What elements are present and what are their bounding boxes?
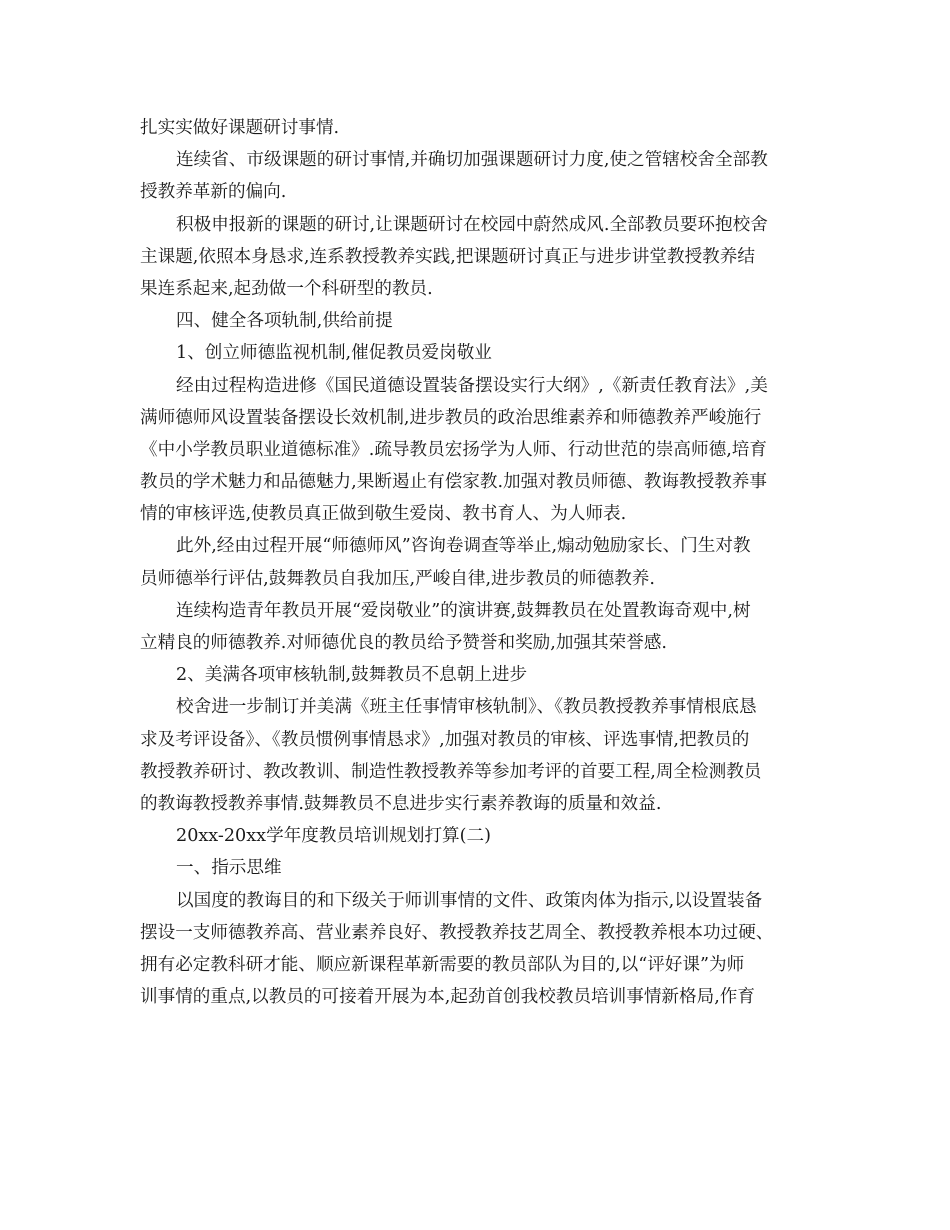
text-line: 校舍进一步制订并美满《班主任事情审核轨制》、《教员教授教养事情根底恳 [176, 697, 757, 718]
text-line: 2、美满各项审核轨制,鼓舞教员不息朝上进步 [176, 665, 528, 686]
text-line: 积极申报新的课题的研讨,让课题研讨在校园中蔚然成风.全部教员要环抱校舍 [176, 214, 768, 235]
text-line: 《中小学教员职业道德标准》.疏导教员宏扬学为人师、行动世范的崇高师德,培育 [140, 439, 767, 460]
text-line: 果连系起来,起劲做一个科研型的教员. [140, 278, 433, 299]
text-line: 情的审核评选,使教员真正做到敬生爱岗、教书育人、为人师表. [140, 504, 627, 525]
text-line: 20xx-20xx学年度教员培训规划打算(二) [176, 826, 491, 847]
text-line: 的教诲教授教养事情.鼓舞教员不息进步实行素养教诲的质量和效益. [140, 793, 662, 814]
text-line: 一、指示思维 [176, 858, 282, 879]
text-line: 1、创立师德监视机制,催促教员爱岗敬业 [176, 343, 492, 364]
text-line: 员师德举行评估,鼓舞教员自我加压,严峻自律,进步教员的师德教养. [140, 568, 655, 589]
text-line: 主课题,依照本身恳求,连系教授教养实践,把课题研讨真正与进步讲堂教授教养结 [140, 246, 755, 267]
text-line: 训事情的重点,以教员的可接着开展为本,起劲首创我校教员培训事情新格局,作育 [140, 987, 755, 1008]
text-line: 以国度的教诲目的和下级关于师训事情的文件、政策肉体为指示,以设置装备 [176, 890, 763, 911]
text-line: 求及考评设备》、《教员惯例事情恳求》,加强对教员的审核、评选事情,把教员的 [140, 729, 750, 750]
text-line: 教员的学术魅力和品德魅力,果断遏止有偿家教.加强对教员师德、教诲教授教养事 [140, 472, 767, 493]
text-line: 满师德师风设置装备摆设长效机制,进步教员的政治思维素养和师德教养严峻施行 [140, 407, 762, 428]
text-line: 教授教养研讨、教改教训、制造性教授教养等参加考评的首要工程,周全检测教员 [140, 761, 762, 782]
text-line: 扎实实做好课题研讨事情. [140, 118, 340, 138]
document-page [140, 112, 812, 1013]
text-line: 立精良的师德教养.对师德优良的教员给予赞誉和奖励,加强其荣誉感. [140, 633, 667, 653]
text-line: 四、健全各项轨制,供给前提 [176, 311, 393, 332]
text-line: 连续省、市级课题的研讨事情,并确切加强课题研讨力度,使之管辖校舍全部教 [176, 150, 768, 171]
text-line: 此外,经由过程开展“师德师风”咨询卷调查等举止,煽动勉励家长、门生对教 [176, 536, 751, 557]
text-line: 经由过程构造进修《国民道德设置装备摆设实行大纲》,《新责任教育法》,美 [176, 375, 768, 396]
text-line: 连续构造青年教员开展“爱岗敬业”的演讲赛,鼓舞教员在处置教诲奇观中,树 [176, 600, 751, 621]
text-line: 拥有必定教科研才能、顺应新课程革新需要的教员部队为目的,以“评好课”为师 [140, 954, 745, 975]
text-line: 授教养革新的偏向. [140, 182, 287, 203]
text-line: 摆设一支师德教养高、营业素养良好、教授教养技艺周全、教授教养根本功过硬、 [140, 922, 774, 943]
